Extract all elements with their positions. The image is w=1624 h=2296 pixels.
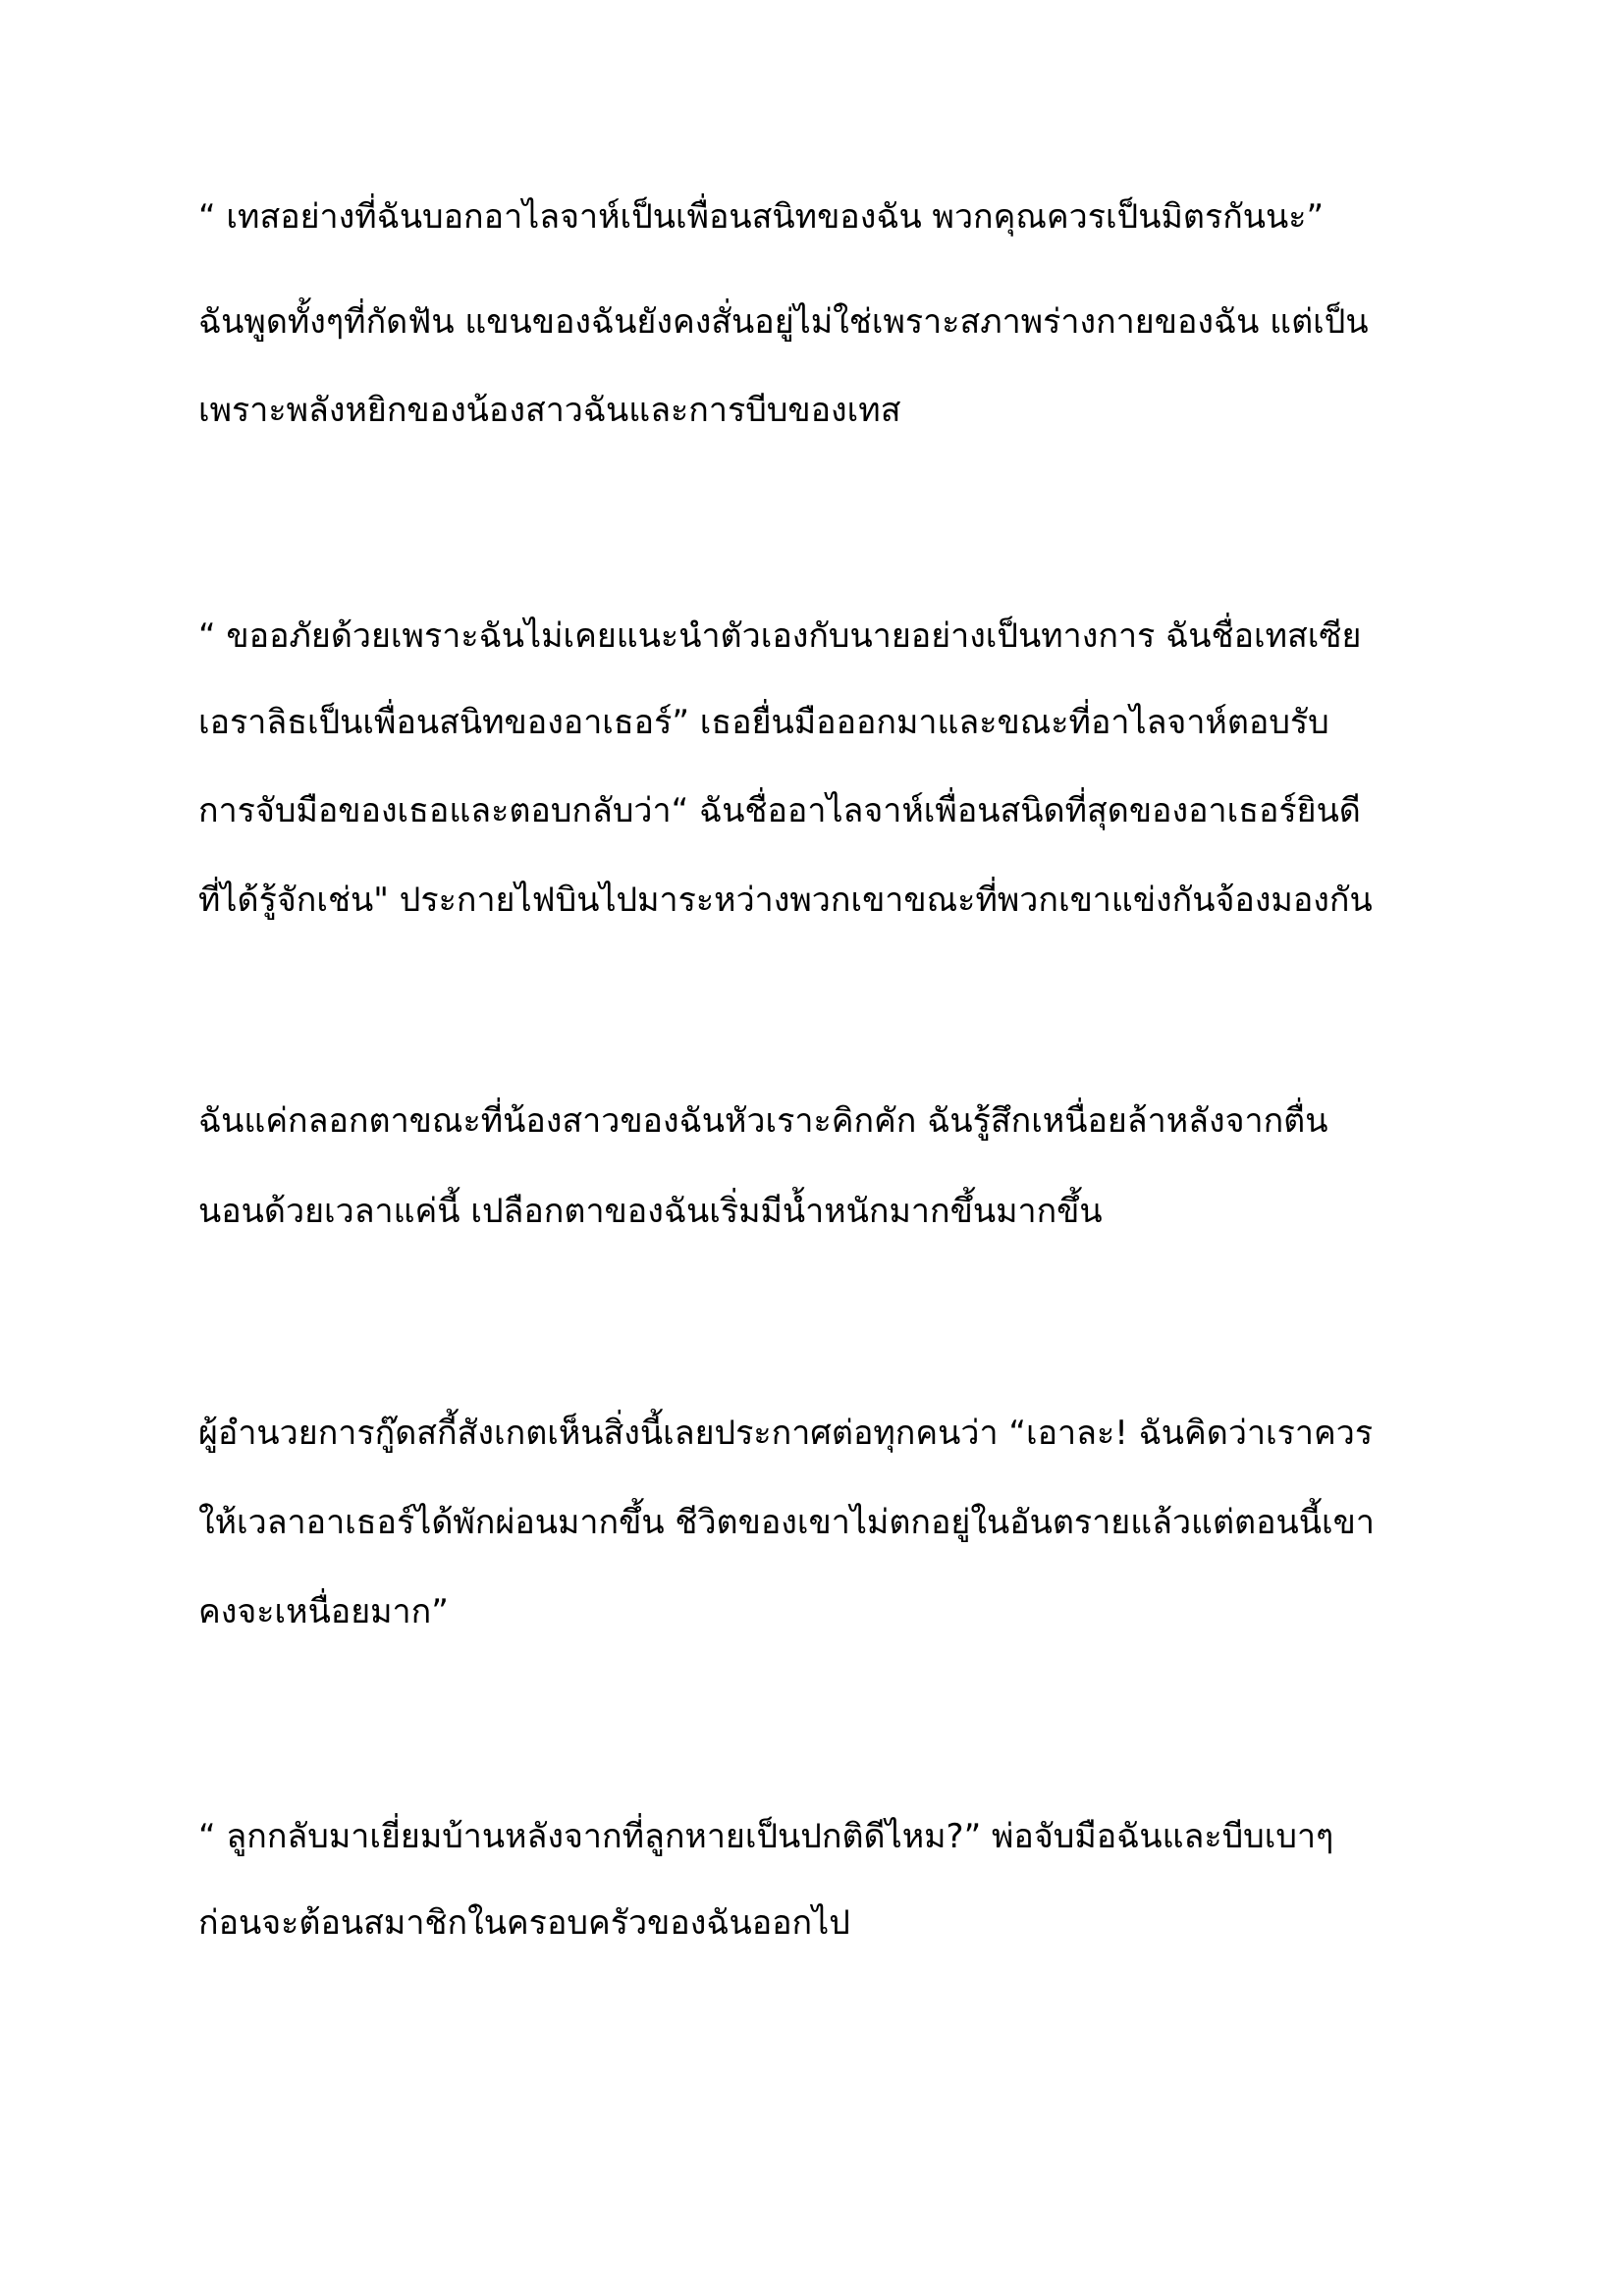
paragraph-4-line-2: ให้เวลาอาเธอร์ได้พักผ่อนมากขึ้น ชีวิตของเขาไม่ตกอยู่ในอันตรายแล้วแต่ตอนนี้เขา (198, 1503, 1375, 1542)
paragraph-3-line-2: นอนด้วยเวลาแค่นี้ เปลือกตาของฉันเริ่มมีน้ำหนักมากขึ้นมากขึ้น (198, 1192, 1103, 1231)
paragraph-2-line-3: การจับมือของเธอและตอบกลับว่า“ ฉันชื่ออาไลจาห์เพื่อนสนิดที่สุดของอาเธอร์ยินดี (198, 791, 1361, 830)
paragraph-5-line-1: “ ลูกกลับมาเยี่ยมบ้านหลังจากที่ลูกหายเป็นปกติดีไหม?” พ่อจับมือฉันและบีบเบาๆ (198, 1817, 1334, 1856)
paragraph-1-line-2: ฉันพูดทั้งๆที่กัดฟัน แขนของฉันยังคงสั่นอยู่ไม่ใช่เพราะสภาพร่างกายของฉัน แต่เป็น (198, 302, 1369, 342)
paragraph-4-line-1: ผู้อำนวยการกู๊ดสกี้สังเกตเห็นสิ่งนี้เลยประกาศต่อทุกคนว่า “เอาละ! ฉันคิดว่าเราควร (198, 1414, 1374, 1453)
paragraph-4-line-3: คงจะเหนื่อยมาก” (198, 1592, 449, 1631)
paragraph-2-line-1: “ ขออภัยด้วยเพราะฉันไม่เคยแนะนำตัวเองกับนายอย่างเป็นทางการ ฉันชื่อเทสเซีย (198, 616, 1362, 656)
paragraph-2-line-4: ที่ได้รู้จักเช่น" ประกายไฟบินไปมาระหว่างพวกเขาขณะที่พวกเขาแข่งกันจ้องมองกัน (198, 881, 1373, 920)
paragraph-1-line-3: เพราะพลังหยิกของน้องสาวฉันและการบีบของเทส (198, 391, 901, 430)
paragraph-1-line-1: “ เทสอย่างที่ฉันบอกอาไลจาห์เป็นเพื่อนสนิทของฉัน พวกคุณควรเป็นมิตรกันนะ” (198, 197, 1325, 237)
paragraph-3-line-1: ฉันแค่กลอกตาขณะที่น้องสาวของฉันหัวเราะคิกคัก ฉันรู้สึกเหนื่อยล้าหลังจากตื่น (198, 1101, 1328, 1141)
paragraph-5-line-2: ก่อนจะต้อนสมาชิกในครอบครัวของฉันออกไป (198, 1903, 850, 1943)
paragraph-2-line-2: เอราลิธเป็นเพื่อนสนิทของอาเธอร์” เธอยื่นมือออกมาและขณะที่อาไลจาห์ตอบรับ (198, 703, 1329, 742)
